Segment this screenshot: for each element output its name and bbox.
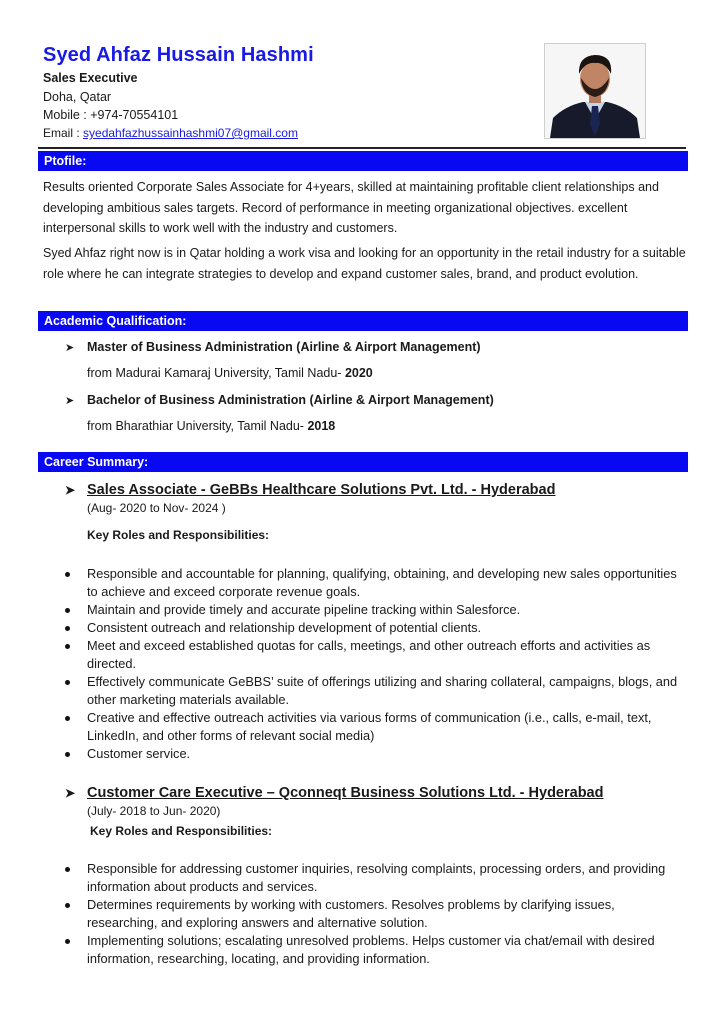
degree-institution <box>87 419 335 433</box>
job-heading <box>65 481 555 499</box>
section-header-profile: Ptofile: <box>38 151 688 171</box>
job-dates: (July- 2018 to Jun- 2020) <box>87 804 221 818</box>
person-photo-icon <box>545 44 645 138</box>
bullet-icon <box>65 626 70 631</box>
job-title-text: Sales Associate - GeBBs Healthcare Solutions Pvt. Ltd. - Hyderabad <box>87 482 556 498</box>
bullet-icon <box>65 752 70 757</box>
arrow-bullet-icon: ➤ <box>65 786 76 800</box>
degree-item <box>65 391 494 410</box>
institution-text: from Madurai Kamaraj University, Tamil Nadu- <box>87 366 345 380</box>
arrow-bullet-icon: ➤ <box>65 483 76 497</box>
bullet-icon <box>65 716 70 721</box>
job-title: Sales Executive <box>43 71 138 85</box>
degree-item <box>65 338 481 357</box>
bullet-icon <box>65 903 70 908</box>
bullet-icon <box>65 644 70 649</box>
item-text: Creative and effective outreach activities via various forms of communication (i.e., calls, e-mail, text, LinkedIn, and other forms of relevant social media) <box>87 710 652 743</box>
item-text: Responsible and accountable for planning, qualifying, obtaining, and developing new sales opportunities to achieve and exceed corporate revenue goals. <box>87 566 677 599</box>
item-text: Maintain and provide timely and accurate pipeline tracking within Salesforce. <box>87 602 521 617</box>
list-item <box>65 673 685 709</box>
candidate-name: Syed Ahfaz Hussain Hashmi <box>43 44 314 66</box>
bullet-icon <box>65 939 70 944</box>
job-heading <box>65 784 603 802</box>
key-roles-label: Key Roles and Responsibilities: <box>90 824 273 838</box>
job-dates: (Aug- 2020 to Nov- 2024 ) <box>87 501 226 515</box>
institution-text: from Bharathiar University, Tamil Nadu- <box>87 419 308 433</box>
arrow-bullet-icon: ➤ <box>65 342 75 354</box>
list-item <box>65 619 685 637</box>
list-item <box>65 565 685 601</box>
list-item <box>65 860 685 896</box>
list-item <box>65 637 685 673</box>
degree-year: 2020 <box>344 366 373 380</box>
bullet-icon <box>65 608 70 613</box>
profile-paragraph-1: Results oriented Corporate Sales Associate for 4+years, skilled at maintaining profitable client relationships and developing ambitious sales targets. Record of performance in meeting organizational objectives. excellent interpersonal skills to work well with the industry and customers. <box>43 180 659 235</box>
responsibilities-list <box>65 565 685 763</box>
item-text: Effectively communicate GeBBS’ suite of offerings utilizing and sharing collateral, campaigns, blogs, and other marketing materials available. <box>87 674 678 707</box>
item-text: Implementing solutions; escalating unresolved problems. Helps customer via chat/email with desired information, researching, locating, and providing information. <box>87 933 655 966</box>
degree-name: Master of Business Administration (Airline & Airport Management) <box>87 340 481 354</box>
email-link[interactable]: syedahfazhussainhashmi07@gmail.com <box>83 126 298 140</box>
section-header-academic: Academic Qualification: <box>38 311 688 331</box>
arrow-bullet-icon: ➤ <box>65 395 75 407</box>
header-divider <box>38 147 686 149</box>
list-item <box>65 601 685 619</box>
bullet-icon <box>65 572 70 577</box>
item-text: Customer service. <box>87 746 191 761</box>
email-label: Email : <box>43 126 84 140</box>
item-text: Responsible for addressing customer inquiries, resolving complaints, processing orders, and providing information about products and services. <box>87 861 666 894</box>
list-item <box>65 896 685 932</box>
item-text: Consistent outreach and relationship development of potential clients. <box>87 620 482 635</box>
bullet-icon <box>65 867 70 872</box>
location: Doha, Qatar <box>43 90 112 104</box>
responsibilities-list <box>65 860 685 968</box>
item-text: Meet and exceed established quotas for calls, meetings, and other outreach efforts and activities as directed. <box>87 638 651 671</box>
bullet-icon <box>65 680 70 685</box>
item-text: Determines requirements by working with customers. Resolves problems by clarifying issues, researching, and exploring answers and alternative solution. <box>87 897 615 930</box>
degree-name: Bachelor of Business Administration (Airline & Airport Management) <box>87 393 494 407</box>
key-roles-label: Key Roles and Responsibilities: <box>87 528 270 542</box>
degree-institution <box>87 366 373 380</box>
profile-photo <box>544 43 646 139</box>
list-item <box>65 709 685 745</box>
job-title-text: Customer Care Executive – Qconneqt Business Solutions Ltd. - Hyderabad <box>87 785 604 801</box>
email-line <box>43 125 298 142</box>
section-header-career: Career Summary: <box>38 452 688 472</box>
profile-paragraph-2: Syed Ahfaz right now is in Qatar holding a work visa and looking for an opportunity in the retail industry for a suitable role where he can integrate strategies to develop and expand customer sales, brand, and product evolution. <box>43 246 686 281</box>
mobile-number: Mobile : +974-70554101 <box>43 108 179 122</box>
list-item <box>65 932 685 968</box>
list-item <box>65 745 685 763</box>
degree-year: 2018 <box>307 419 336 433</box>
